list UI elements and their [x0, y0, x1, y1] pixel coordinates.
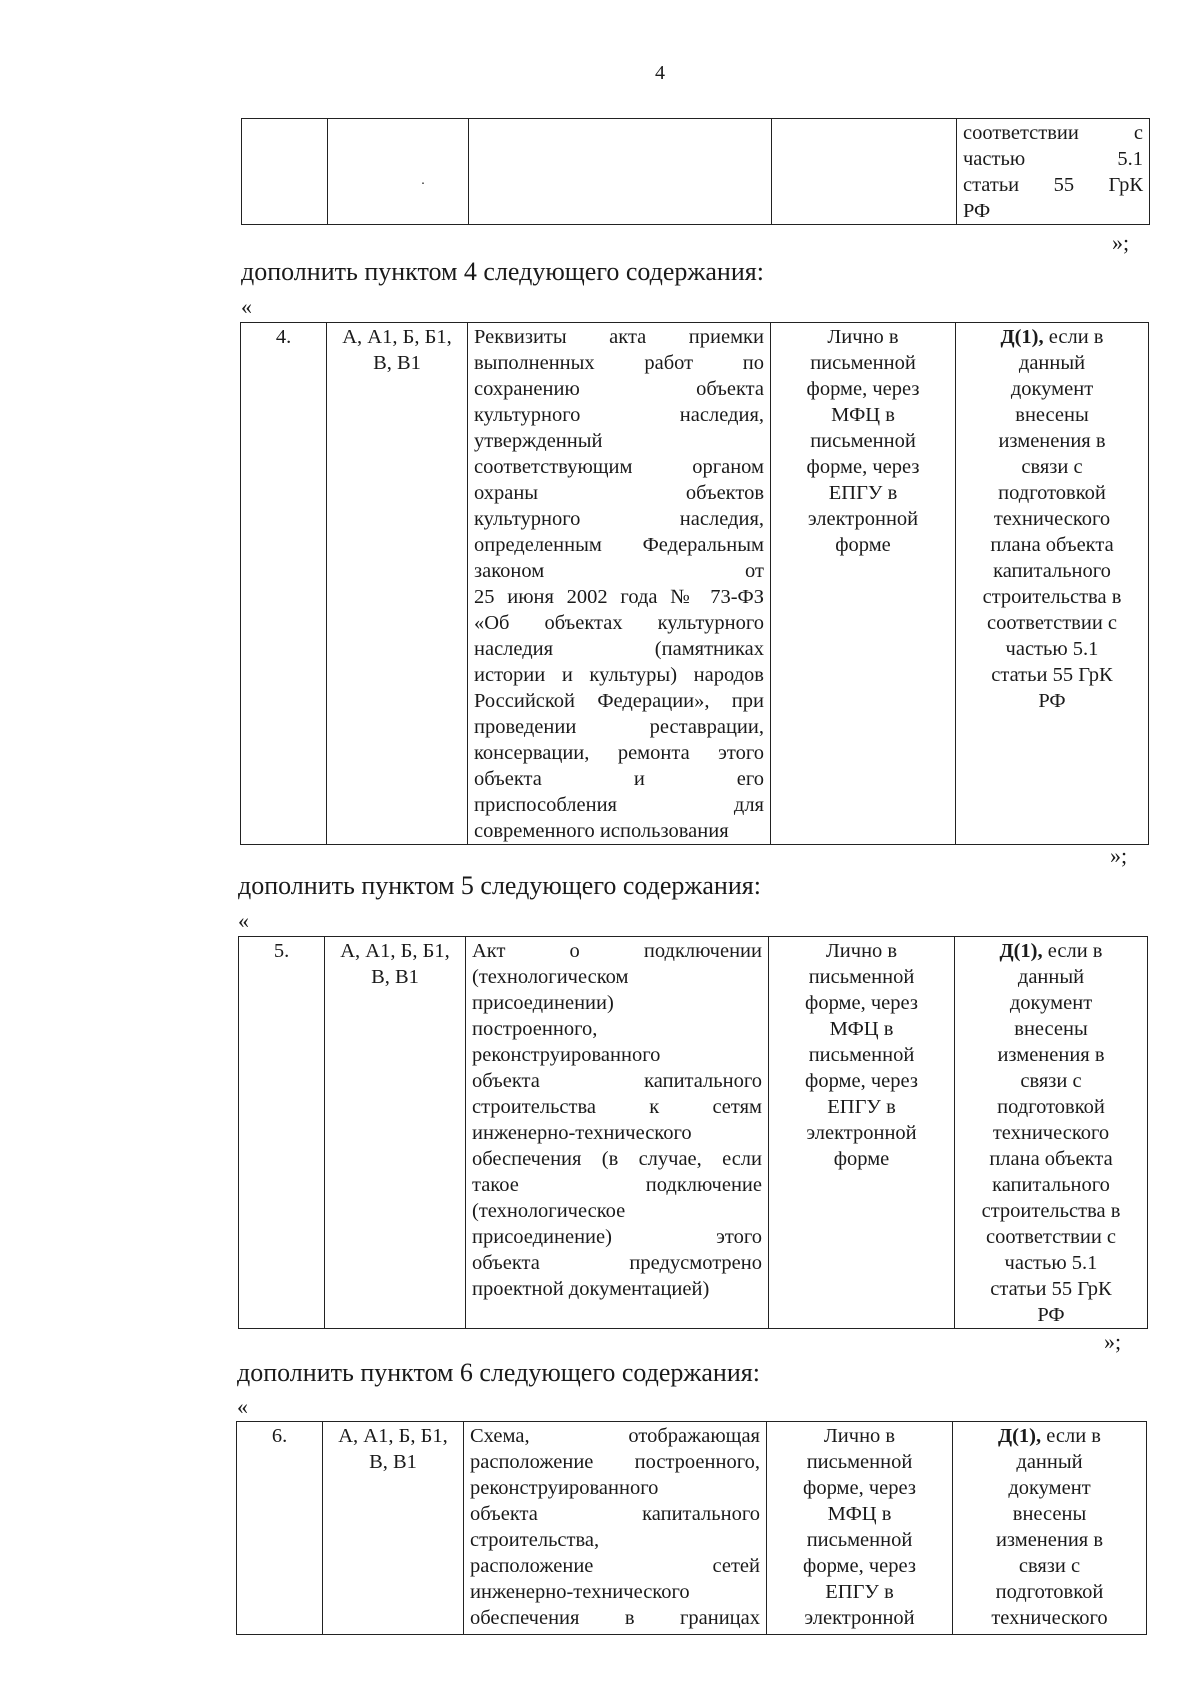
method-line: письменной — [808, 966, 915, 988]
document-line: (технологическое — [472, 1200, 626, 1222]
condition-line: связи с — [1018, 1555, 1081, 1577]
method-cell — [771, 323, 956, 845]
condition-line: технического — [992, 1122, 1110, 1144]
item-heading: дополнить пунктом 5 следующего содержания: — [238, 871, 761, 900]
document-line: истории и культуры) народов — [474, 664, 764, 686]
method-line: МФЦ в — [827, 1503, 892, 1525]
method-line: письменной — [810, 430, 916, 452]
method-line: ЕПГУ в — [827, 1096, 896, 1118]
document-line: Акт о подключении — [472, 940, 762, 962]
condition-line: статьи 55 ГрК — [991, 664, 1113, 686]
document-line: определенным Федеральным — [474, 534, 764, 556]
condition-line: частью 5.1 — [1004, 1252, 1098, 1274]
categories-line: В, В1 — [369, 1451, 417, 1473]
document-line: присоединение) этого — [472, 1226, 762, 1248]
method-line: электронной — [807, 508, 919, 530]
condition-line: капитального — [993, 560, 1111, 582]
condition-line: документ — [1010, 378, 1094, 400]
opening-quote: « — [238, 908, 249, 933]
categories-line: А, А1, Б, Б1, — [342, 326, 452, 348]
document-line: приспособления для — [474, 794, 764, 816]
condition-code: Д(1), — [999, 940, 1043, 962]
condition-line: технического — [993, 508, 1111, 530]
table-row — [237, 1422, 1147, 1635]
document-line: Реквизиты акта приемки — [474, 326, 764, 348]
condition-line: изменения в — [995, 1529, 1104, 1551]
categories-line: А, А1, Б, Б1, — [340, 940, 450, 962]
document-line: обеспечения (в случае, если — [472, 1148, 762, 1170]
condition-line: статьи 55 ГрК — [963, 174, 1143, 196]
condition-text: если в — [1048, 326, 1104, 348]
document-line: инженерно-технического — [472, 1122, 692, 1144]
method-cell — [772, 119, 957, 225]
method-line: ЕПГУ в — [828, 482, 898, 504]
method-line: форме, через — [803, 1555, 916, 1577]
condition-line: документ — [1009, 992, 1093, 1014]
number-cell: 4. — [241, 323, 327, 845]
document-cell — [464, 1422, 767, 1635]
document-line: расположение сетей — [470, 1555, 760, 1577]
item-table — [236, 1421, 1147, 1635]
condition-line: РФ — [1038, 690, 1066, 712]
document-line: соответствующим органом — [474, 456, 764, 478]
document-line: такое подключение — [472, 1174, 762, 1196]
condition-line: изменения в — [997, 1044, 1105, 1066]
condition-line: связи с — [1020, 1070, 1082, 1092]
document-line: объекта и его — [474, 768, 764, 790]
document-line: законом от — [474, 560, 764, 582]
top-fragment-table — [241, 118, 1150, 225]
document-line: расположение построенного, — [470, 1451, 760, 1473]
condition-line — [961, 938, 1141, 964]
condition-cell — [956, 323, 1149, 845]
method-cell — [767, 1422, 953, 1635]
number-cell: 5. — [239, 937, 325, 1329]
condition-line — [962, 324, 1142, 350]
condition-line: РФ — [1037, 1304, 1065, 1326]
page-number: 4 — [655, 62, 665, 84]
method-line: Лично в — [825, 940, 898, 962]
document-line: культурного наследия, — [474, 404, 764, 426]
closing-quote: »; — [1110, 843, 1128, 868]
document-line: инженерно-технического — [470, 1581, 690, 1603]
method-line: письменной — [806, 1529, 913, 1551]
method-line: электронной — [806, 1122, 917, 1144]
categories-cell — [328, 119, 469, 225]
condition-line: статьи 55 ГрК — [990, 1278, 1112, 1300]
table-row — [242, 119, 1150, 225]
document-line: строительства к сетям — [472, 1096, 762, 1118]
condition-line: технического — [991, 1607, 1108, 1629]
condition-line — [959, 1423, 1140, 1449]
item-heading: дополнить пунктом 4 следующего содержания: — [241, 257, 764, 286]
categories-line: В, В1 — [371, 966, 419, 988]
document-line: 25 июня 2002 года № 73-ФЗ — [474, 586, 764, 608]
document-line: Российской Федерации», при — [474, 690, 764, 712]
document-line: построенного, — [472, 1018, 598, 1040]
document-line: объекта предусмотрено — [472, 1252, 762, 1274]
method-line: МФЦ в — [831, 404, 895, 426]
condition-code: Д(1), — [1000, 326, 1044, 348]
document-line: консервации, ремонта этого — [474, 742, 764, 764]
method-line: форме — [833, 1148, 890, 1170]
closing-quote: »; — [1112, 230, 1130, 255]
document-cell — [468, 323, 771, 845]
document-line: реконструированного — [472, 1044, 661, 1066]
document-line: объекта капитального — [472, 1070, 762, 1092]
condition-line: документ — [1008, 1477, 1091, 1499]
condition-line: внесены — [1015, 404, 1089, 426]
document-line: (технологическом — [472, 966, 629, 988]
document-line: сохранению объекта — [474, 378, 764, 400]
document-line: проведении реставрации, — [474, 716, 764, 738]
condition-line: плана объекта — [990, 534, 1114, 556]
condition-line: РФ — [963, 200, 991, 222]
number-cell: 6. — [237, 1422, 323, 1635]
condition-cell — [955, 937, 1148, 1329]
condition-line: данный — [1016, 1451, 1083, 1473]
condition-line: соответствии с — [963, 122, 1143, 144]
condition-line: изменения в — [998, 430, 1106, 452]
document-line: строительства, — [470, 1529, 600, 1551]
closing-quote: »; — [1104, 1329, 1122, 1354]
opening-quote: « — [241, 294, 252, 319]
condition-line: капитального — [992, 1174, 1110, 1196]
method-line: ЕПГУ в — [825, 1581, 894, 1603]
condition-line: внесены — [1012, 1503, 1087, 1525]
item-table — [238, 936, 1148, 1329]
document-line: современного использования — [474, 820, 729, 842]
document-line: культурного наследия, — [474, 508, 764, 530]
categories-cell — [325, 937, 466, 1329]
document-line: охраны объектов — [474, 482, 764, 504]
item-heading: дополнить пунктом 6 следующего содержания: — [237, 1358, 760, 1387]
method-line: форме, через — [806, 456, 920, 478]
condition-line: соответствии с — [986, 612, 1118, 634]
document-cell — [466, 937, 769, 1329]
condition-line: подготовкой — [997, 1096, 1105, 1118]
condition-line: подготовкой — [995, 1581, 1104, 1603]
opening-quote: « — [237, 1394, 248, 1419]
condition-line: плана объекта — [989, 1148, 1113, 1170]
condition-line: строительства в — [981, 1200, 1121, 1222]
number-cell — [242, 119, 328, 225]
method-line: Лично в — [827, 326, 899, 348]
method-line: форме, через — [805, 992, 918, 1014]
document-line: выполненных работ по — [474, 352, 764, 374]
method-line: письменной — [810, 352, 916, 374]
condition-text: если в — [1046, 1425, 1101, 1447]
condition-line: данный — [1017, 966, 1085, 988]
stray-dot: . — [421, 173, 425, 188]
document-line: обеспечения в границах — [470, 1607, 760, 1629]
condition-line: подготовкой — [998, 482, 1106, 504]
document-line: наследия (памятниках — [474, 638, 764, 660]
method-line: электронной — [804, 1607, 915, 1629]
document-line: Схема, отображающая — [470, 1425, 760, 1447]
condition-line: частью 5.1 — [1005, 638, 1099, 660]
table-row — [239, 937, 1148, 1329]
condition-cell — [953, 1422, 1147, 1635]
condition-line: частью 5.1 — [963, 148, 1143, 170]
method-line: форме — [835, 534, 891, 556]
condition-code: Д(1), — [998, 1425, 1042, 1447]
condition-line: строительства в — [982, 586, 1122, 608]
document-line: объекта капитального — [470, 1503, 760, 1525]
condition-text: если в — [1047, 940, 1103, 962]
document-line: присоединении) — [472, 992, 614, 1014]
method-line: письменной — [806, 1451, 913, 1473]
item-table — [240, 322, 1149, 845]
categories-line: В, В1 — [373, 352, 421, 374]
categories-cell — [327, 323, 468, 845]
condition-line: соответствии с — [985, 1226, 1117, 1248]
condition-line: внесены — [1014, 1018, 1088, 1040]
method-line: форме, через — [806, 378, 920, 400]
document-line: проектной документацией) — [472, 1278, 710, 1300]
document-line: утвержденный — [474, 430, 603, 452]
categories-cell — [323, 1422, 464, 1635]
document-cell — [469, 119, 772, 225]
method-line: Лично в — [823, 1425, 896, 1447]
document-line: реконструированного — [470, 1477, 659, 1499]
method-line: форме, через — [805, 1070, 918, 1092]
condition-line: связи с — [1021, 456, 1083, 478]
condition-line: данный — [1018, 352, 1086, 374]
condition-cell — [957, 119, 1150, 225]
method-line: письменной — [808, 1044, 915, 1066]
method-cell — [769, 937, 955, 1329]
method-line: МФЦ в — [829, 1018, 894, 1040]
document-line: «Об объектах культурного — [474, 612, 764, 634]
table-row — [241, 323, 1149, 845]
categories-line: А, А1, Б, Б1, — [338, 1425, 448, 1447]
method-line: форме, через — [803, 1477, 916, 1499]
